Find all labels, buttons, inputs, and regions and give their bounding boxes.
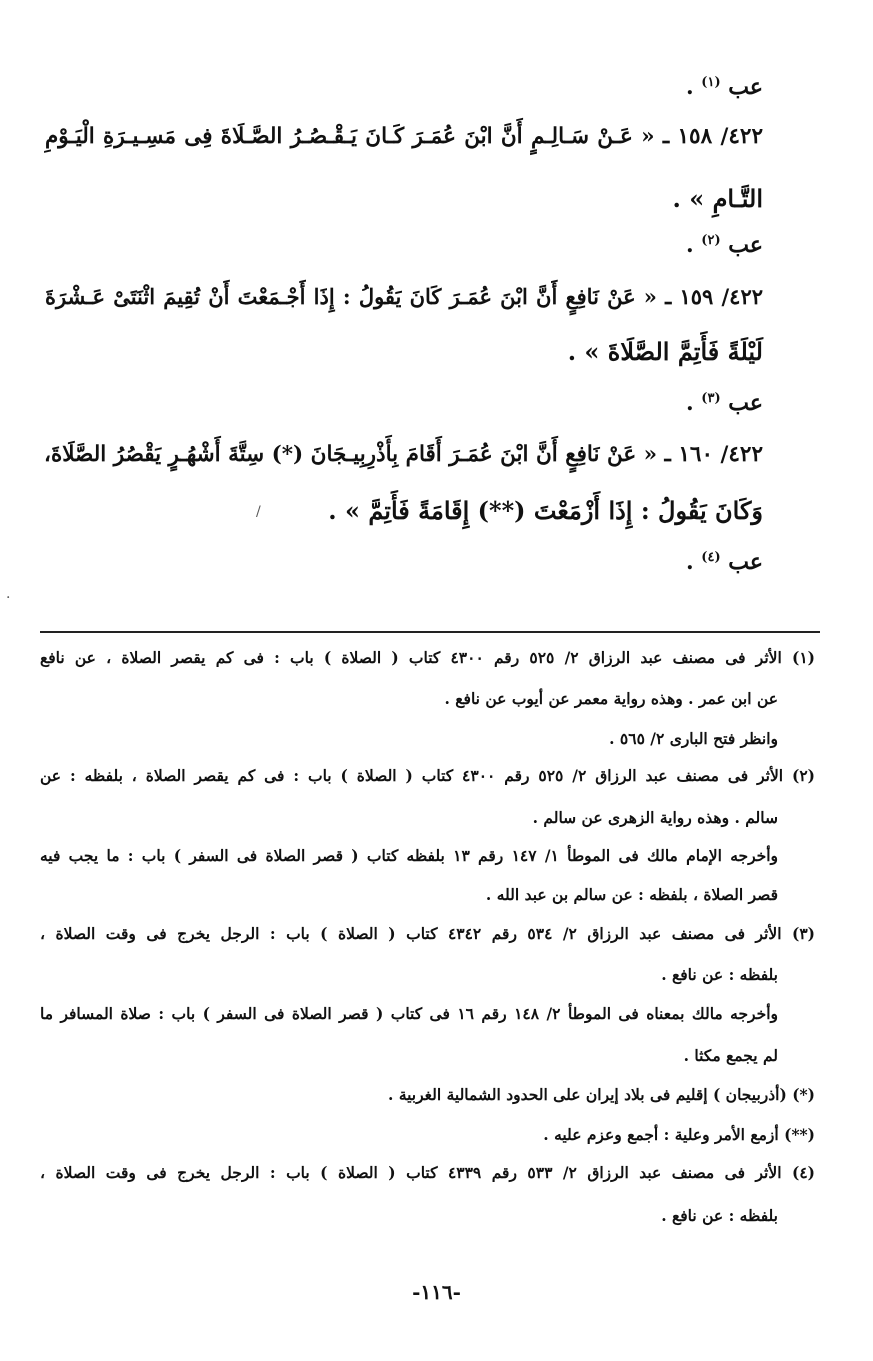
hadith-160-line-2: وَكَانَ يَقُولُ : إِذَا أَزْمَعْتَ (**) إِقَامَةً فَأَتِمَّ » .	[328, 496, 763, 525]
reference-label: عب	[728, 232, 763, 258]
footnote-2-line-3: وأخرجه الإمام مالك فى الموطأ ١/ ١٤٧ رقم ١٣ بلفظه كتاب ( قصر الصلاة فى السفر ) باب : ما يجب فيه	[40, 846, 779, 865]
footnote-marker: (٢)	[701, 233, 721, 248]
footnote-star-1: (*) (أذربيجان ) إقليم فى بلاد إيران على الحدود الشمالية الغربية .	[388, 1085, 815, 1104]
reference-line-1: عب $^{(١)}$ .	[685, 74, 763, 100]
reference-label: عب	[728, 390, 763, 416]
footnote-2-line-4: قصر الصلاة ، بلفظه : عن سالم بن عبد الله .	[485, 885, 778, 904]
footnote-3-line-1: (٣) الأثر فى مصنف عبد الرزاق ٢/ ٥٣٤ رقم ٤٣٤٢ كتاب ( الصلاة ) باب : الرجل يخرج فى وقت الصلاة ،	[40, 924, 815, 943]
page-number: -١١٦-	[412, 1280, 461, 1304]
footnote-2-line-2: سالم . وهذه رواية الزهرى عن سالم .	[532, 808, 778, 827]
hadith-159-line-1: ٤٢٢/ ١٥٩ ـ « عَنْ نَافِعٍ أَنَّ ابْنَ عُمَـرَ كَانَ يَقُولُ : إِذَا أَجْـمَعْتَ أَنْ تُقِيمَ اثْنَتَىْ عَـشْرَةَ	[45, 284, 764, 309]
hadith-160-line-1: ٤٢٢/ ١٦٠ ـ « عَنْ نَافِعٍ أَنَّ ابْنَ عُمَـرَ أَقَامَ بِأَذْرِبِيـجَانَ (*) سِتَّةَ أَشْهُـرٍ يَقْصُرُ الصَّلَاةَ،	[44, 442, 763, 467]
reference-label: عب	[728, 549, 763, 575]
footnote-3-line-4: لم يجمع مكثا .	[683, 1046, 778, 1065]
footnote-1-line-1: (١) الأثر فى مصنف عبد الرزاق ٢/ ٥٢٥ رقم ٤٣٠٠ كتاب ( الصلاة ) باب : فى كم يقصر الصلاة ، عن نافع	[40, 648, 815, 667]
footnote-marker: (٣)	[701, 391, 721, 406]
footnote-separator	[40, 631, 820, 633]
footnote-1-line-3: وانظر فتح البارى ٢/ ٥٦٥ .	[609, 729, 778, 748]
footnote-4-line-1: (٤) الأثر فى مصنف عبد الرزاق ٢/ ٥٣٣ رقم ٤٣٣٩ كتاب ( الصلاة ) باب : الرجل يخرج فى وقت الصلاة ،	[40, 1163, 815, 1182]
hadith-158-line-1: ٤٢٢/ ١٥٨ ـ « عَـنْ سَـالِـمٍ أَنَّ ابْنَ عُمَـرَ كَـانَ يَـقْـصُـرُ الصَّـلَاةَ فِى مَسِـيـرَةِ الْيَـوْمِ	[45, 124, 763, 149]
footnote-3-line-2: بلفظه : عن نافع .	[661, 965, 778, 984]
footnote-star-2: (**) أزمع الأمر وعلية : أجمع وعزم عليه .	[543, 1125, 815, 1144]
reference-line-2: عب $^{(٢)}$ .	[685, 232, 763, 258]
footnote-3-line-3: وأخرجه مالك بمعناه فى الموطأ ٢/ ١٤٨ رقم ١٦ فى كتاب ( قصر الصلاة فى السفر ) باب : صلاة المسافر ما	[40, 1004, 778, 1023]
footnote-marker: (١)	[701, 75, 721, 90]
hadith-158-line-2: التَّـامِ » .	[672, 184, 763, 213]
footnote-4-line-2: بلفظه : عن نافع .	[661, 1206, 778, 1225]
footnote-1-line-2: عن ابن عمر . وهذه رواية معمر عن أيوب عن نافع .	[444, 689, 778, 708]
reference-line-4: عب $^{(٤)}$ .	[685, 549, 763, 575]
scan-mark: ·	[6, 590, 11, 606]
footnote-2-line-1: (٢) الأثر فى مصنف عبد الرزاق ٢/ ٥٢٥ رقم ٤٣٠٠ كتاب ( الصلاة ) باب : فى كم يقصر الصلاة ، بلفظه : عن	[40, 766, 816, 785]
reference-label: عب	[728, 74, 763, 100]
scan-mark: /	[256, 504, 261, 520]
footnote-marker: (٤)	[701, 550, 721, 565]
reference-line-3: عب $^{(٣)}$ .	[685, 390, 763, 416]
hadith-159-line-2: لَيْلَةً فَأَتِمَّ الصَّلَاةَ » .	[567, 337, 763, 366]
